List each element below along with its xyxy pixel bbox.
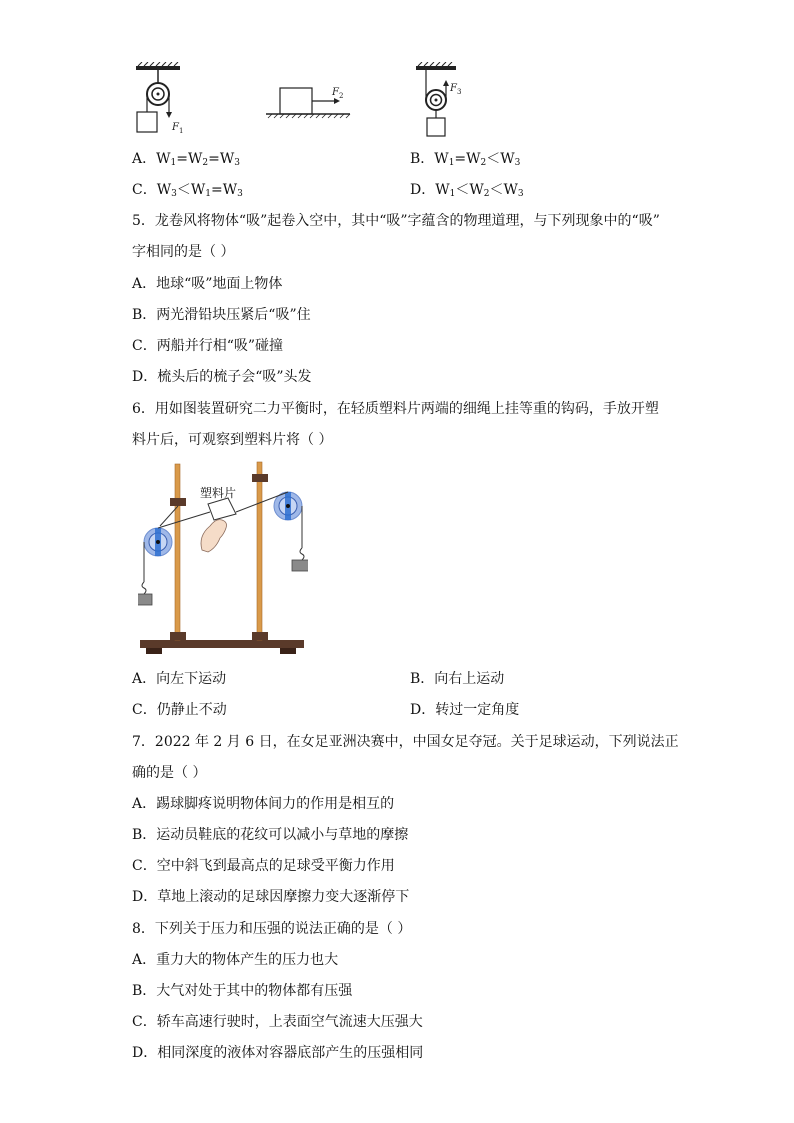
q7-option-c[interactable]: C．空中斜飞到最高点的足球受平衡力作用: [132, 858, 395, 874]
q5-option-c[interactable]: C．两船并行相“吸”碰撞: [132, 338, 284, 354]
q4-option-d[interactable]: D．$W_1<W_2<W_3$: [410, 182, 524, 199]
right-pole: [257, 462, 262, 640]
q8-option-b[interactable]: B．大气对处于其中的物体都有压强: [132, 983, 353, 999]
plastic-card-label: 塑料片: [200, 486, 237, 500]
block-on-ground-diagram: [266, 87, 350, 118]
f1-label: F: [172, 122, 179, 133]
right-weight: [292, 560, 308, 571]
right-clamp: [252, 474, 268, 482]
q8-option-d[interactable]: D．相同深度的液体对容器底部产生的压强相同: [132, 1045, 424, 1061]
q5-option-d[interactable]: D．梳头后的梳子会“吸”头发: [132, 369, 312, 385]
q7-stem-line2: 确的是（ ）: [132, 765, 207, 781]
f3-sub: 3: [457, 88, 462, 96]
top-figure: [128, 62, 478, 142]
q8-stem: 8．下列关于压力和压强的说法正确的是（ ）: [132, 921, 412, 937]
q4-option-a[interactable]: A．$W_1=W_2=W_3$: [132, 151, 240, 168]
q5-option-a[interactable]: A．地球“吸”地面上物体: [132, 276, 283, 292]
q6-option-d[interactable]: D．转过一定角度: [410, 702, 520, 718]
q5-stem-line1: 5．龙卷风将物体“吸”起卷入空中，其中“吸”字蕴含的物理道理，与下列现象中的“吸”: [132, 213, 660, 229]
fixed-pulley-diagram: [136, 62, 183, 135]
plastic-card: [208, 498, 236, 520]
f3-label: F: [450, 83, 457, 94]
base-board: [140, 640, 304, 648]
f2-label: F: [332, 87, 339, 98]
q7-option-a[interactable]: A．踢球脚疼说明物体间力的作用是相互的: [132, 796, 395, 812]
q6-option-c[interactable]: C．仍静止不动: [132, 702, 227, 718]
q6-stem-line2: 料片后，可观察到塑料片将（ ）: [132, 432, 333, 448]
q5-stem-line2: 字相同的是（ ）: [132, 244, 235, 260]
left-pole: [175, 464, 180, 640]
f2-sub: 2: [339, 92, 344, 100]
q7-stem-line1: 7．2022 年 2 月 6 日，在女足亚洲决赛中，中国女足夺冠。关于足球运动，下列说法正: [132, 734, 679, 750]
q6-option-b[interactable]: B．向右上运动: [410, 671, 505, 687]
hand-icon: [201, 520, 227, 552]
q5-option-b[interactable]: B．两光滑铅块压紧后“吸”住: [132, 307, 311, 323]
movable-pulley-diagram: [416, 62, 461, 136]
q6-apparatus-figure: [138, 460, 308, 660]
q6-option-a[interactable]: A．向左下运动: [132, 671, 227, 687]
q8-option-c[interactable]: C．轿车高速行驶时，上表面空气流速大压强大: [132, 1014, 423, 1030]
q4-option-b[interactable]: B．$W_1=W_2<W_3$: [410, 151, 521, 168]
left-clamp: [170, 498, 186, 506]
f1-sub: 1: [179, 127, 184, 135]
q7-option-b[interactable]: B．运动员鞋底的花纹可以减小与草地的摩擦: [132, 827, 409, 843]
left-weight: [138, 594, 152, 605]
q8-option-a[interactable]: A．重力大的物体产生的压力也大: [132, 952, 339, 968]
q4-option-c[interactable]: C．$W_3<W_1=W_3$: [132, 182, 243, 199]
q6-stem-line1: 6．用如图装置研究二力平衡时，在轻质塑料片两端的细绳上挂等重的钩码，手放开塑: [132, 401, 659, 417]
q7-option-d[interactable]: D．草地上滚动的足球因摩擦力变大逐渐停下: [132, 889, 410, 905]
